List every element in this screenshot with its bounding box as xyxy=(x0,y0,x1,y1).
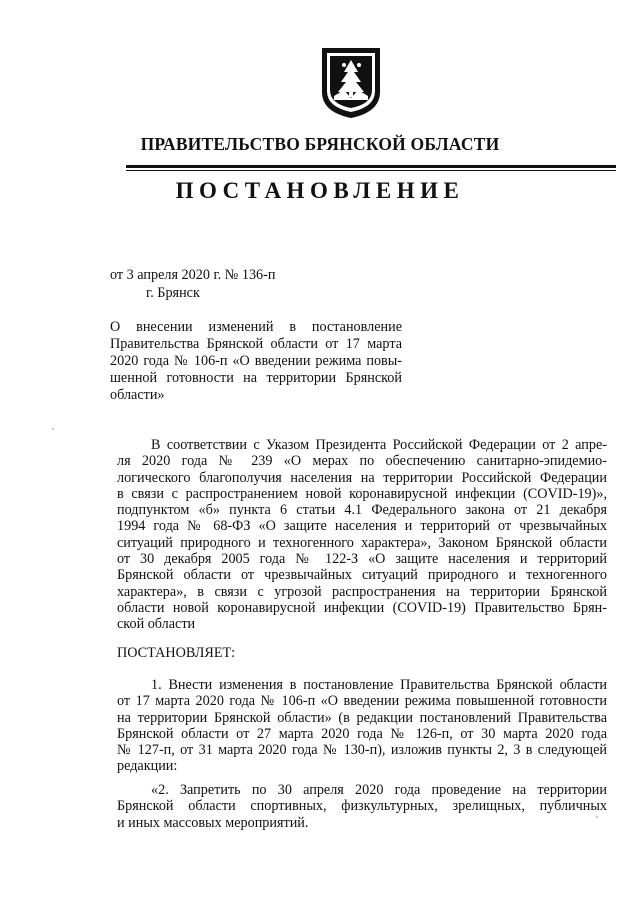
item-1-line: Брянской области от 27 марта 2020 года № 126-п, от 30 марта 2020 года xyxy=(117,725,607,742)
scan-speck xyxy=(596,816,598,818)
item-1-paragraph xyxy=(117,677,607,775)
item-2-line: Брянской области спортивных, физкультурных, зрелищных, публичных xyxy=(117,798,607,815)
preamble-line: логического благополучия населения на территории Российской Федерации xyxy=(117,469,607,486)
item-1-line: на территории Брянской области» (в редакции постановлений Правительства xyxy=(117,709,607,726)
subject-line: шенной готовности на территории Брянской xyxy=(110,370,402,386)
date-number: от 3 апреля 2020 г. № 136-п xyxy=(110,267,276,283)
preamble-line: ситуаций природного и техногенного характера», Законом Брянской области xyxy=(117,534,607,551)
subject-line: области» xyxy=(110,387,165,403)
preamble-line: характера», в связи с угрозой распространения на территории Брянской xyxy=(117,583,607,600)
item-1-line: № 127-п, от 31 марта 2020 года № 130-п), изложив пункты 2, 3 в следующей xyxy=(117,742,607,759)
item-1-line: 1. Внести изменения в постановление Правительства Брянской области xyxy=(151,677,607,693)
document-type: ПОСТАНОВЛЕНИЕ xyxy=(175,178,465,203)
subject-line: Правительства Брянской области от 17 марта xyxy=(110,336,402,352)
header-rule-thin xyxy=(126,170,616,171)
government-title: ПРАВИТЕЛЬСТВО БРЯНСКОЙ ОБЛАСТИ xyxy=(140,134,500,154)
item-1-line: редакции: xyxy=(117,758,178,775)
resolves-heading: ПОСТАНОВЛЯЕТ: xyxy=(117,645,236,661)
preamble-line: области новой коронавирусной инфекции (COVID-19) Правительство Брян- xyxy=(117,599,607,616)
city: г. Брянск xyxy=(146,285,200,301)
preamble-line: подпунктом «б» пункта 6 статьи 4.1 Федерального закона от 21 декабря xyxy=(117,502,607,519)
preamble-line: ля 2020 года № 239 «О мерах по обеспечению санитарно-эпидемио- xyxy=(117,453,607,470)
preamble-line: в связи с распространением новой коронавирусной инфекции (COVID-19)», xyxy=(117,485,607,502)
subject-line: О внесении изменений в постановление xyxy=(110,319,402,335)
coat-of-arms-emblem xyxy=(320,46,382,120)
item-2-line: и иных массовых мероприятий. xyxy=(117,814,309,831)
scan-speck xyxy=(52,428,54,430)
item-2-paragraph xyxy=(117,782,607,831)
preamble-line: Брянской области от чрезвычайных ситуаций природного и техногенного xyxy=(117,567,607,584)
preamble-line: 1994 года № 68-ФЗ «О защите населения и территорий от чрезвычайных xyxy=(117,518,607,535)
subject-line: 2020 года № 106-п «О введении режима повы- xyxy=(110,353,402,369)
item-1-line: от 17 марта 2020 года № 106-п «О введении режима повышенной готовности xyxy=(117,693,607,710)
subject-block xyxy=(110,319,402,404)
preamble-line: ской области xyxy=(117,616,196,633)
preamble-line: В соответствии с Указом Президента Российской Федерации от 2 апре- xyxy=(151,437,607,453)
header-rule-thick xyxy=(126,165,616,168)
preamble-paragraph xyxy=(117,437,607,633)
item-2-line: «2. Запретить по 30 апреля 2020 года проведение на территории xyxy=(151,782,607,798)
preamble-line: от 30 декабря 2005 года № 122-З «О защите населения и территорий xyxy=(117,551,607,568)
